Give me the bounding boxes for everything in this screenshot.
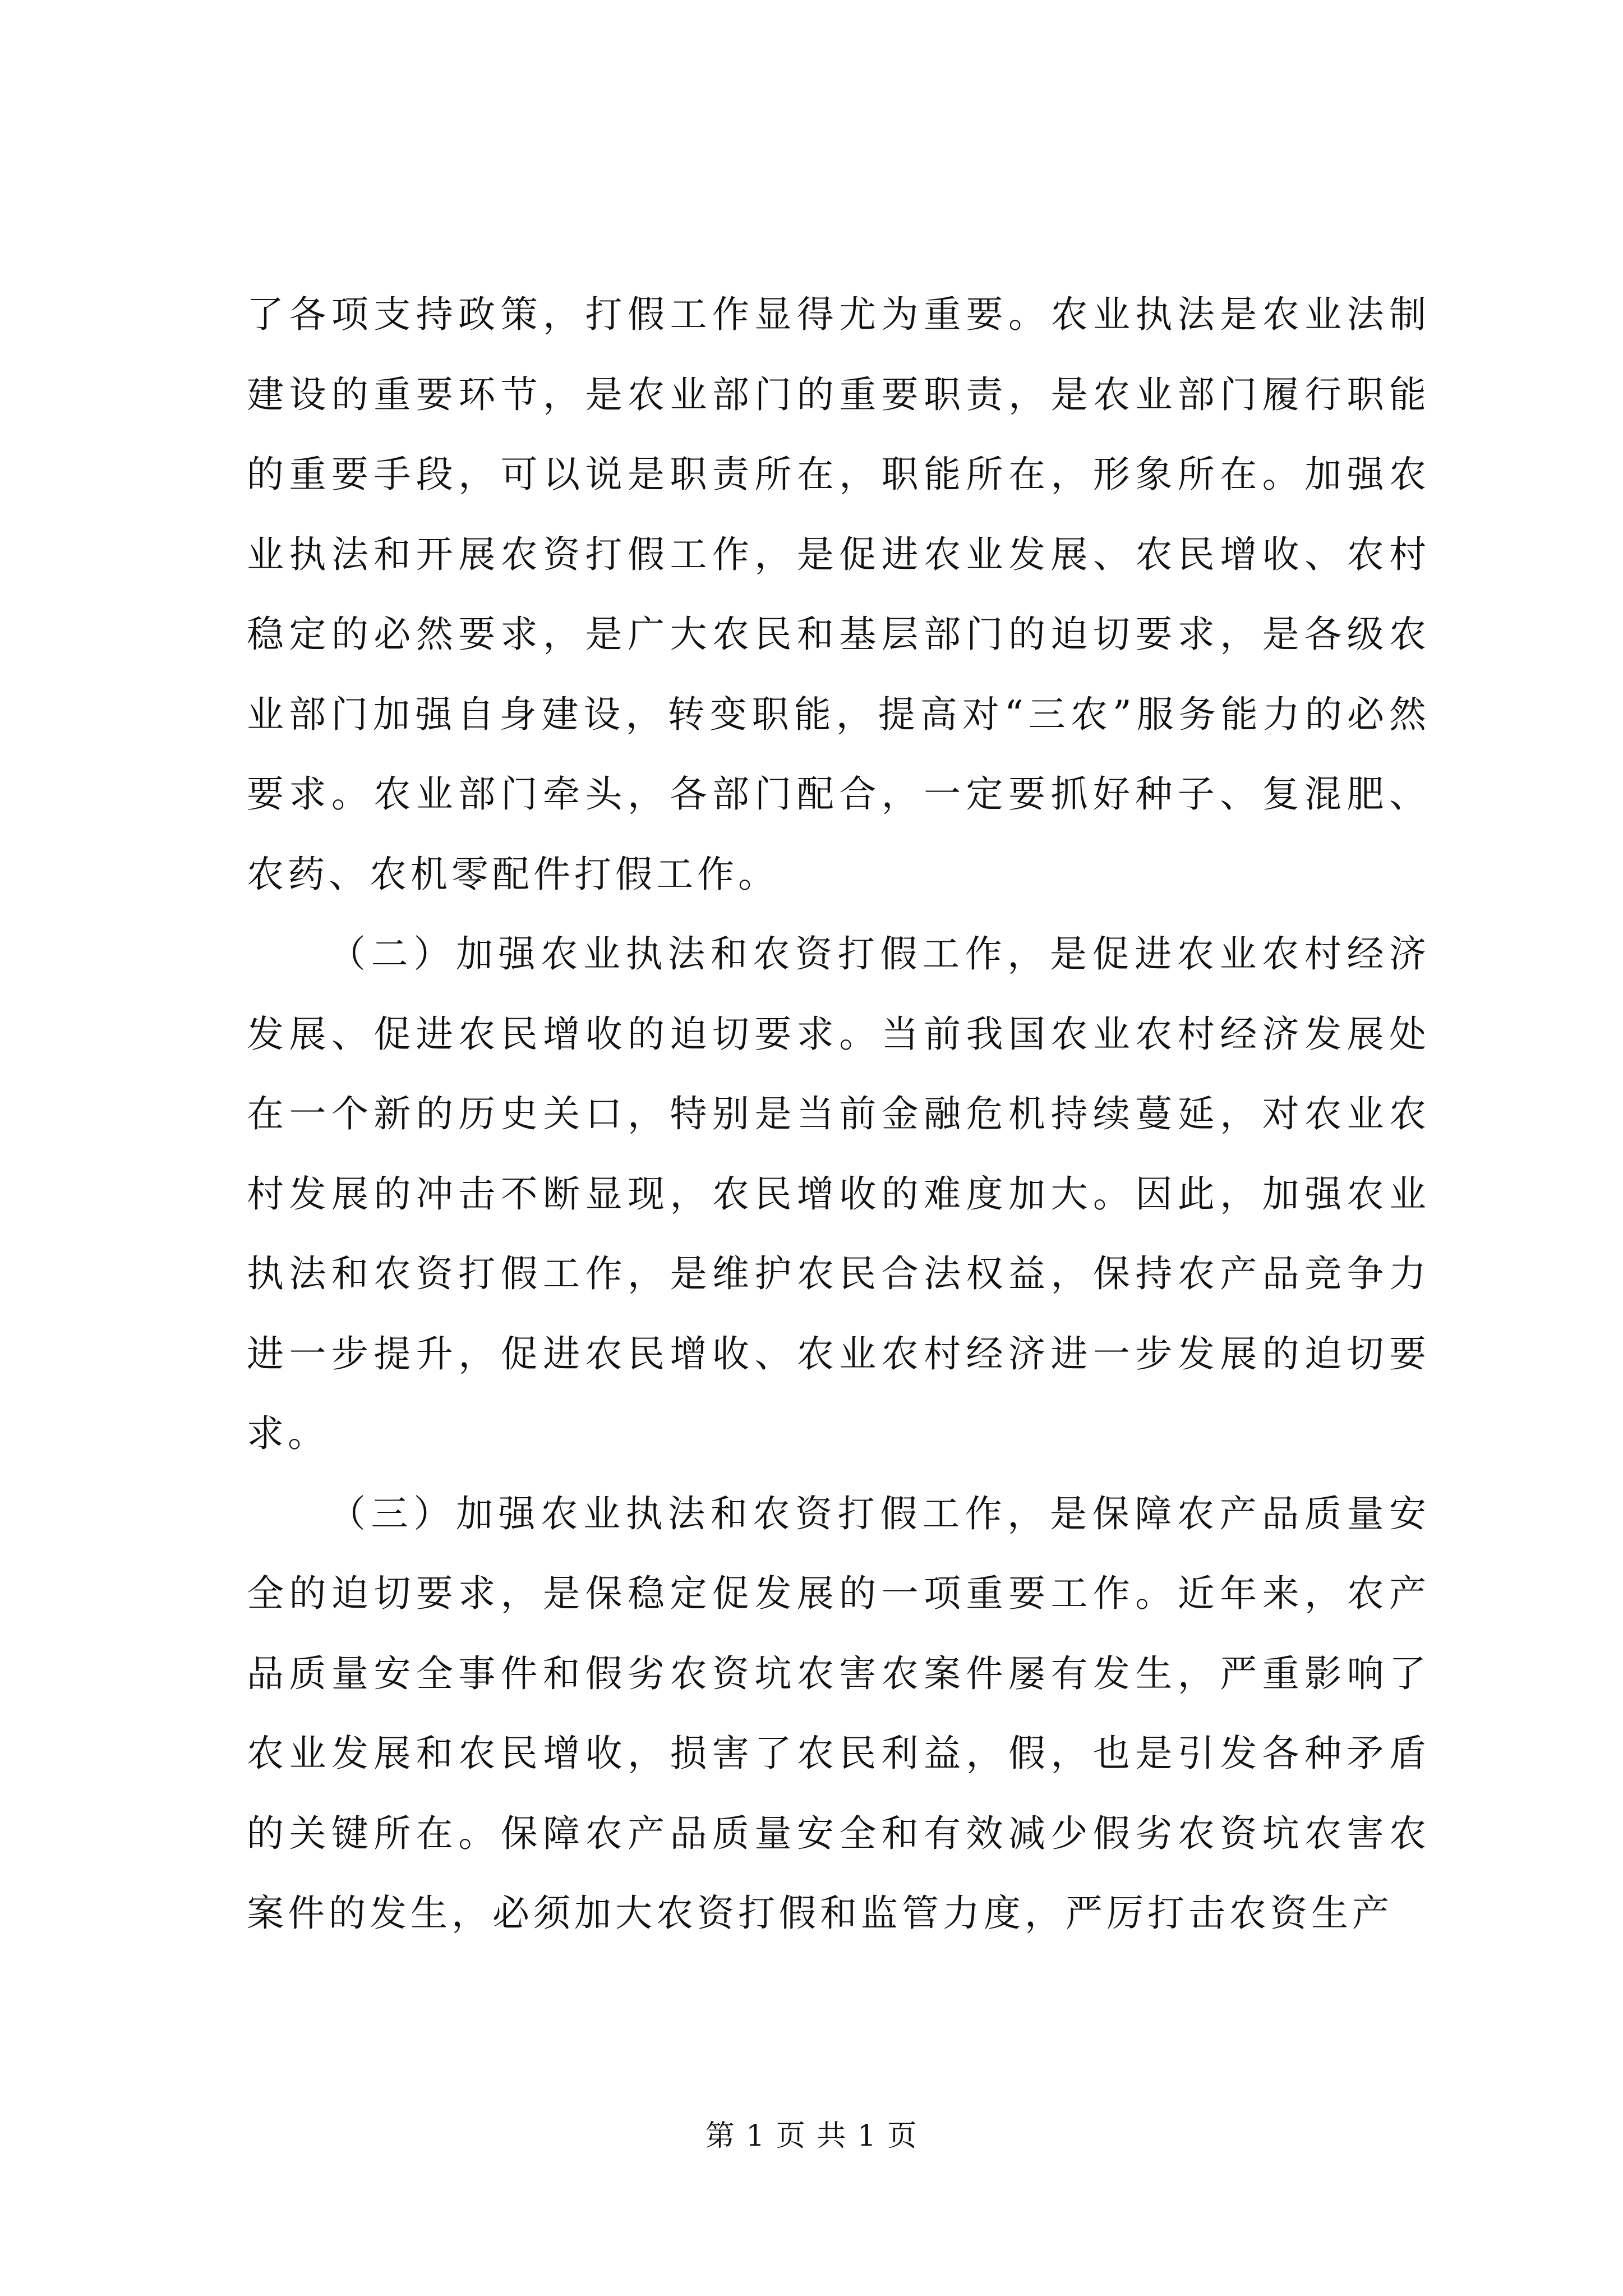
paragraph-section-2: （二）加强农业执法和农资打假工作，是促进农业农村经济发展、促进农民增收的迫切要求。当前我国农业农村经济发展处在一个新的历史关口，特别是当前金融危机持续蔓延，对农业农村发展的冲击不断显现，农民增收的难度加大。因此，加强农业执法和农资打假工作，是维护农民合法权益，保持农产品竞争力进一步提升，促进农民增收、农业农村经济进一步发展的迫切要求。	[247, 932, 1430, 1455]
document-body	[247, 275, 1430, 1954]
paragraph-section-3: （三）加强农业执法和农资打假工作，是保障农产品质量安全的迫切要求，是保稳定促发展的一项重要工作。近年来，农产品质量安全事件和假劣农资坑农害农案件屡有发生，严重影响了农业发展和农民增收，损害了农民利益，假，也是引发各种矛盾的关键所在。保障农产品质量安全和有效减少假劣农资坑农害农案件的发生，必须加大农资打假和监管力度，严厉打击农资生产	[247, 1492, 1430, 1935]
page-footer: 第 1 页 共 1 页	[705, 2119, 918, 2153]
paragraph-continuation: 了各项支持政策，打假工作显得尤为重要。农业执法是农业法制建设的重要环节，是农业部门的重要职责，是农业部门履行职能的重要手段，可以说是职责所在，职能所在，形象所在。加强农业执法和开展农资打假工作，是促进农业发展、农民增收、农村稳定的必然要求，是广大农民和基层部门的迫切要求，是各级农业部门加强自身建设，转变职能，提高对“三农”服务能力的必然要求。农业部门牵头，各部门配合，一定要抓好种子、复混肥、农药、农机零配件打假工作。	[247, 293, 1430, 896]
